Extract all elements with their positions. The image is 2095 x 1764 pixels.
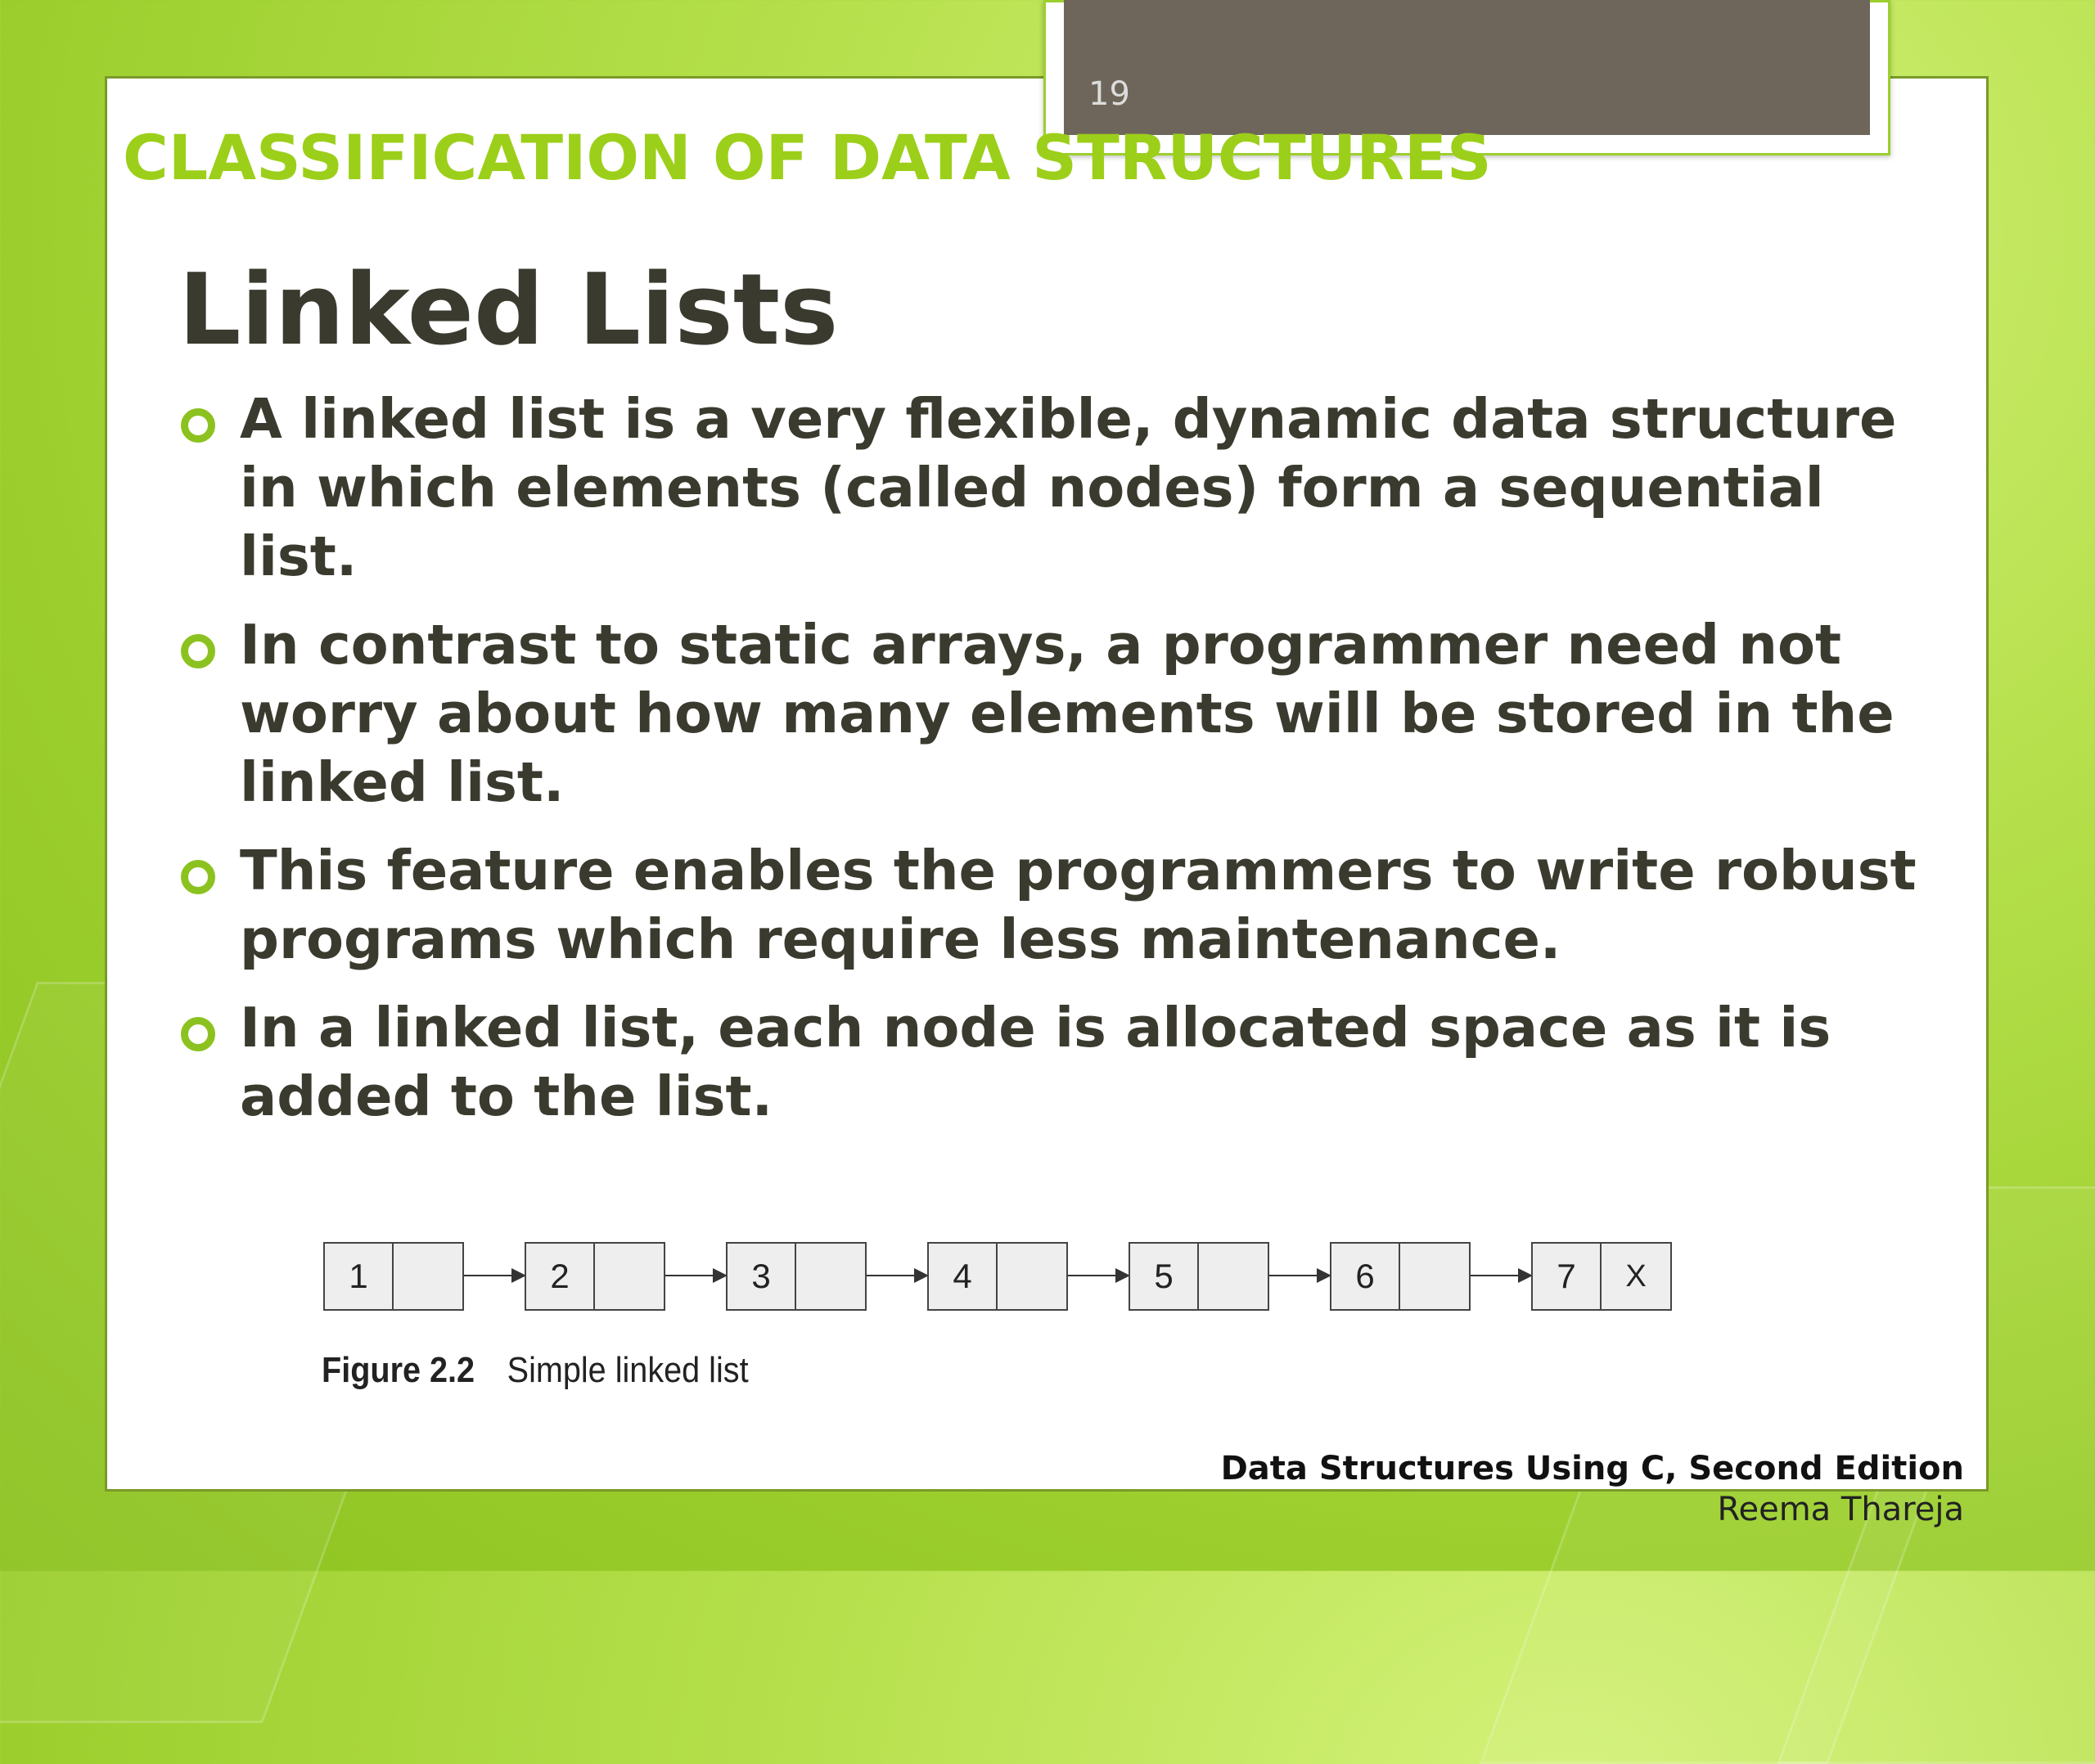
list-node <box>726 1242 867 1311</box>
list-node <box>1531 1242 1672 1311</box>
footer-book-title: Data Structures Using C, Second Edition <box>1220 1450 1964 1487</box>
bullet-item <box>176 836 1935 974</box>
figure-caption-text: Simple linked list <box>507 1350 749 1390</box>
node-value: 6 <box>1331 1244 1400 1309</box>
node-next-pointer <box>394 1244 462 1309</box>
arrow-right-icon <box>1269 1275 1330 1276</box>
node-value: 4 <box>929 1244 998 1309</box>
bullet-item <box>176 385 1935 591</box>
bullet-text: In a linked list, each node is allocated space as it is added to the list. <box>240 996 1831 1128</box>
list-node <box>525 1242 665 1311</box>
bullet-circle-icon <box>181 408 215 443</box>
arrow-right-icon <box>867 1275 927 1276</box>
arrow-right-icon <box>1068 1275 1129 1276</box>
node-next-pointer <box>595 1244 664 1309</box>
section-title: CLASSIFICATION OF DATA STRUCTURES <box>123 121 1492 194</box>
bullet-item <box>176 993 1935 1131</box>
arrow-right-icon <box>1471 1275 1531 1276</box>
list-node <box>323 1242 464 1311</box>
slide-number: 19 <box>1088 75 1130 113</box>
node-next-pointer <box>998 1244 1066 1309</box>
bullet-text: A linked list is a very flexible, dynamic data structure in which elements (called nodes) form a sequential list. <box>240 387 1897 588</box>
bullet-text: This feature enables the programmers to write robust programs which require less maintenance. <box>240 839 1917 971</box>
node-next-pointer <box>1199 1244 1268 1309</box>
bullet-circle-icon <box>181 1017 215 1051</box>
arrow-right-icon <box>464 1275 525 1276</box>
node-value: 1 <box>325 1244 394 1309</box>
list-node <box>1330 1242 1471 1311</box>
node-value: 7 <box>1533 1244 1602 1309</box>
node-value: 2 <box>526 1244 595 1309</box>
node-value: 3 <box>728 1244 796 1309</box>
node-null-pointer: X <box>1625 1258 1647 1294</box>
arrow-right-icon <box>665 1275 726 1276</box>
bullet-text: In contrast to static arrays, a programmer need not worry about how many elements will be stored in the linked list. <box>240 613 1895 814</box>
bullet-list <box>176 385 1935 1150</box>
linked-list-figure <box>323 1237 1682 1311</box>
bullet-circle-icon <box>181 860 215 894</box>
slide-number-box <box>1064 0 1870 135</box>
list-node <box>1129 1242 1269 1311</box>
footer-author: Reema Thareja <box>1717 1491 1964 1528</box>
node-next-pointer <box>1400 1244 1469 1309</box>
node-value: 5 <box>1130 1244 1199 1309</box>
slide-heading: Linked Lists <box>178 254 839 367</box>
node-next-pointer <box>796 1244 865 1309</box>
list-node <box>927 1242 1068 1311</box>
figure-caption <box>322 1350 749 1391</box>
figure-label: Figure 2.2 <box>322 1350 475 1390</box>
bullet-circle-icon <box>181 634 215 668</box>
bullet-item <box>176 610 1935 817</box>
